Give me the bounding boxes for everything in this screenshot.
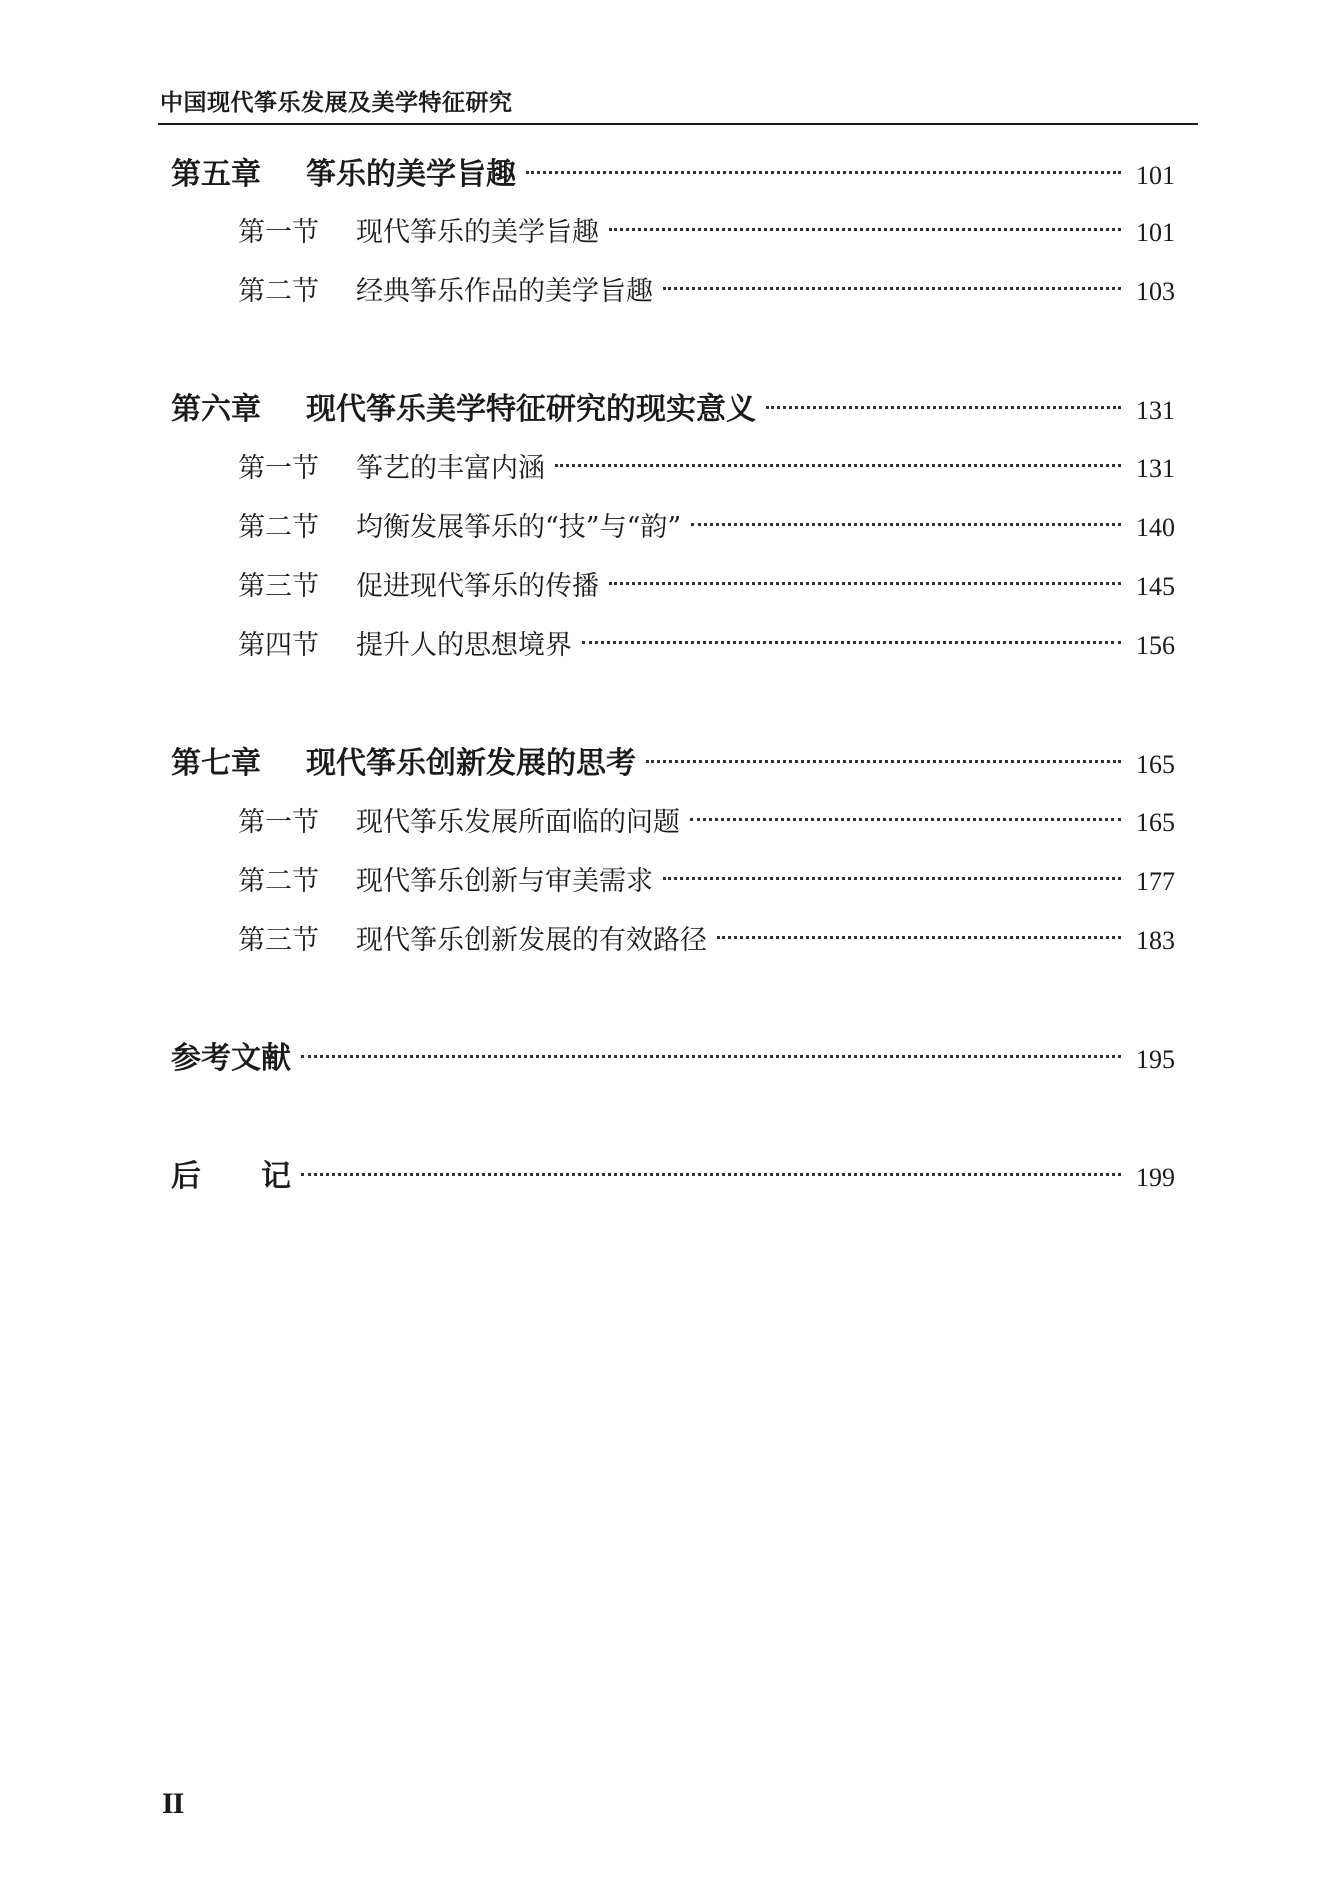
section-number: 第一节 — [238, 807, 319, 838]
toc-section-7-2[interactable] — [238, 862, 1175, 902]
dot-leader — [766, 406, 1121, 409]
section-number: 第三节 — [238, 571, 319, 602]
toc-section-7-3[interactable] — [238, 921, 1175, 961]
dot-leader — [301, 1055, 1121, 1058]
toc-chapter-5[interactable] — [171, 155, 1175, 195]
chapter-title: 筝乐的美学旨趣 — [306, 157, 516, 192]
section-number: 第一节 — [238, 453, 319, 484]
page-number: 183 — [1136, 926, 1175, 955]
dot-leader — [609, 582, 1121, 585]
toc-section-5-2[interactable] — [238, 272, 1175, 312]
section-number: 第三节 — [238, 925, 319, 956]
page-number: 103 — [1136, 277, 1175, 306]
dot-leader — [690, 818, 1121, 821]
page-number: 101 — [1136, 161, 1175, 190]
section-number: 第二节 — [238, 512, 319, 543]
toc-references[interactable] — [171, 1039, 1175, 1079]
section-title: 现代筝乐的美学旨趣 — [356, 217, 599, 248]
chapter-number: 第六章 — [171, 392, 261, 427]
dot-leader — [691, 523, 1121, 526]
section-title: 现代筝乐发展所面临的问题 — [356, 807, 680, 838]
page-number: 195 — [1136, 1045, 1175, 1074]
toc-section-6-4[interactable] — [238, 626, 1175, 666]
page-number: 177 — [1136, 867, 1175, 896]
dot-leader — [582, 641, 1121, 644]
toc-chapter-6[interactable] — [171, 390, 1175, 430]
dot-leader — [646, 760, 1121, 763]
section-title: 现代筝乐创新发展的有效路径 — [356, 925, 707, 956]
references-title: 参考文献 — [171, 1041, 291, 1076]
page-number: 131 — [1136, 454, 1175, 483]
toc-chapter-7[interactable] — [171, 744, 1175, 784]
dot-leader — [717, 936, 1121, 939]
chapter-number: 第七章 — [171, 746, 261, 781]
page-number: 145 — [1136, 572, 1175, 601]
toc-section-7-1[interactable] — [238, 803, 1175, 843]
dot-leader — [663, 287, 1121, 290]
page-number: 165 — [1136, 750, 1175, 779]
section-number: 第二节 — [238, 866, 319, 897]
section-title: 提升人的思想境界 — [356, 630, 572, 661]
section-number: 第一节 — [238, 217, 319, 248]
section-number: 第四节 — [238, 630, 319, 661]
toc-section-6-1[interactable] — [238, 449, 1175, 489]
chapter-number: 第五章 — [171, 157, 261, 192]
dot-leader — [663, 877, 1121, 880]
page-number: 199 — [1136, 1163, 1175, 1192]
toc-afterword[interactable] — [171, 1157, 1175, 1197]
toc-section-5-1[interactable] — [238, 213, 1175, 253]
section-title: 筝艺的丰富内涵 — [356, 453, 545, 484]
chapter-title: 现代筝乐美学特征研究的现实意义 — [306, 392, 756, 427]
page-number: 156 — [1136, 631, 1175, 660]
page-number: 165 — [1136, 808, 1175, 837]
running-head: 中国现代筝乐发展及美学特征研究 — [160, 90, 513, 116]
page-folio: II — [162, 1787, 184, 1820]
toc-section-6-2[interactable] — [238, 508, 1175, 548]
dot-leader — [301, 1173, 1121, 1176]
page-number: 140 — [1136, 513, 1175, 542]
page-number: 131 — [1136, 396, 1175, 425]
section-title: 现代筝乐创新与审美需求 — [356, 866, 653, 897]
toc-section-6-3[interactable] — [238, 567, 1175, 607]
chapter-title: 现代筝乐创新发展的思考 — [306, 746, 636, 781]
dot-leader — [555, 464, 1121, 467]
page-number: 101 — [1136, 218, 1175, 247]
section-title: 促进现代筝乐的传播 — [356, 571, 599, 602]
afterword-title: 后 记 — [171, 1159, 291, 1194]
dot-leader — [526, 171, 1121, 174]
section-number: 第二节 — [238, 276, 319, 307]
section-title: 经典筝乐作品的美学旨趣 — [356, 276, 653, 307]
dot-leader — [609, 228, 1121, 231]
section-title: 均衡发展筝乐的“技”与“韵” — [356, 512, 682, 543]
